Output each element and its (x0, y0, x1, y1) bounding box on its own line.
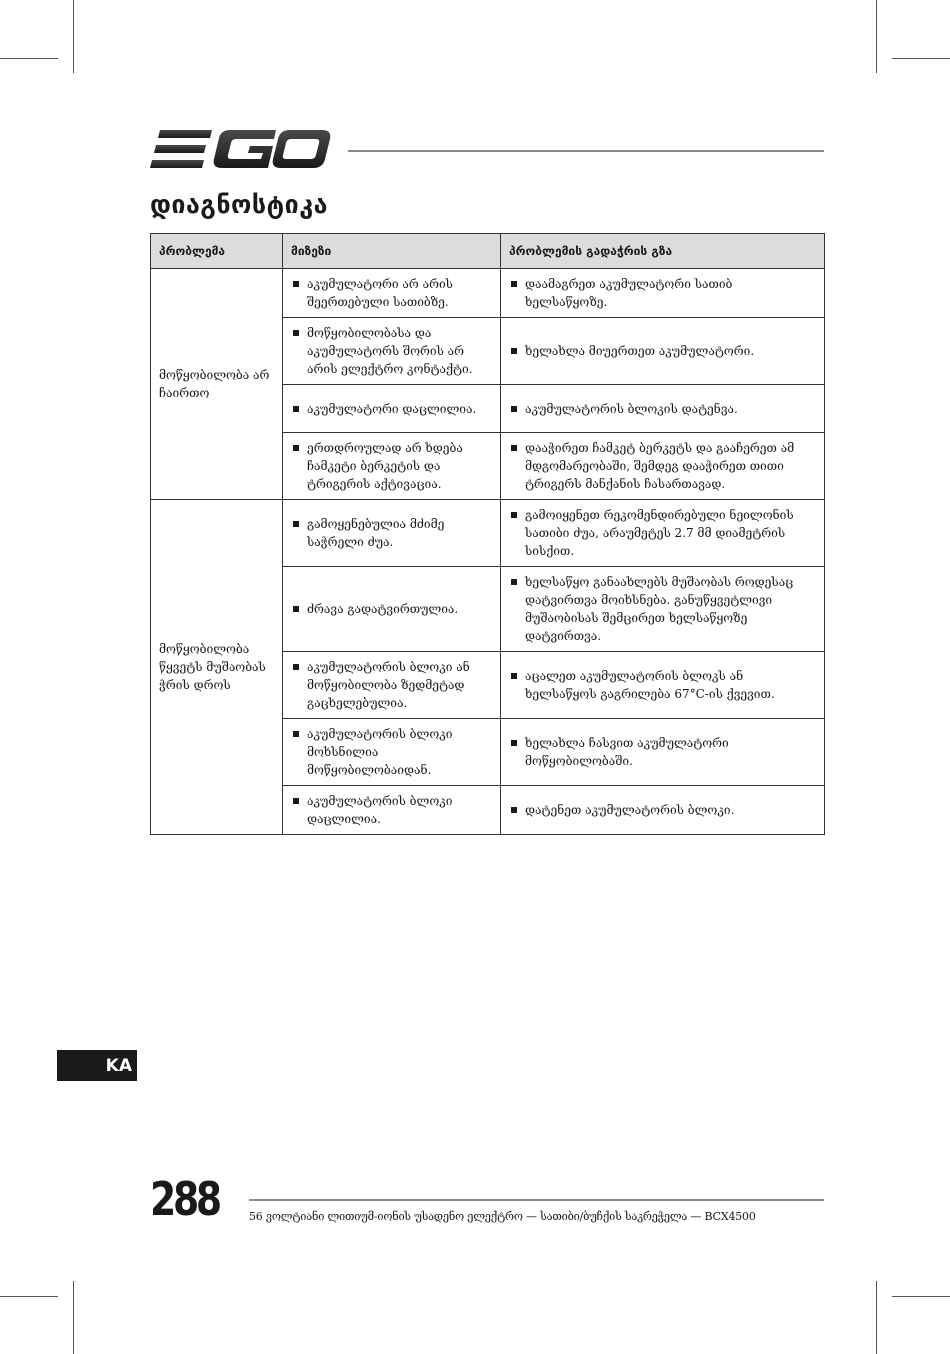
header-rule (348, 150, 824, 152)
problem-cell: მოწყობილობა არ ჩაირთო (151, 269, 283, 500)
solution-text: ხელახლა მიუერთეთ აკუმულატორი. (525, 344, 755, 358)
solution-text: აცალეთ აკუმულატორის ბლოკს ან ხელსაწყოს გაგრილება 67°C-ის ქვევით. (525, 669, 775, 701)
cause-cell (283, 567, 501, 652)
solution-cell (501, 567, 825, 652)
solution-text: ხელსაწყო განაახლებს მუშაობას როდესაც დატვირთვა მოიხსნება. განუწყვეტლივი მუშაობისას შემცირეთ ხელსაწყოზე დატვირთვა. (525, 575, 794, 643)
solution-cell (501, 385, 825, 433)
diagnostics-table (150, 233, 825, 835)
crop-mark (73, 1281, 74, 1354)
table-row (151, 269, 825, 318)
cause-cell (283, 500, 501, 567)
solution-cell (501, 433, 825, 500)
solution-cell (501, 500, 825, 567)
solution-text: დაამაგრეთ აკუმულატორი სათიბ ხელსაწყოზე. (525, 277, 733, 309)
bullet-icon (293, 798, 299, 804)
bullet-icon (293, 281, 299, 287)
cause-text: მოწყობილობასა და აკუმულატორს შორის არ არის ელექტრო კონტაქტი. (307, 326, 473, 376)
bullet-icon (511, 281, 517, 287)
problem-cell: მოწყობილობა წყვეტს მუშაობას ჭრის დროს (151, 500, 283, 835)
crop-mark (0, 58, 58, 59)
crop-mark (876, 1281, 877, 1354)
crop-mark (892, 58, 950, 59)
cause-cell (283, 652, 501, 719)
cause-text: აკუმულატორი დაცლილია. (307, 401, 477, 416)
ego-logo (150, 128, 332, 172)
header-problem: პრობლემა (151, 234, 283, 269)
page-number: 288 (150, 1172, 219, 1226)
table-row (151, 500, 825, 567)
cause-text: აკუმულატორის ბლოკი მოხსნილია მოწყობილობაიდან. (307, 727, 453, 777)
cause-cell (283, 318, 501, 385)
bullet-icon (293, 731, 299, 737)
bullet-icon (511, 445, 517, 451)
crop-mark (73, 0, 74, 73)
solution-text: დატენეთ აკუმულატორის ბლოკი. (525, 803, 735, 817)
bullet-icon (293, 521, 299, 527)
bullet-icon (293, 330, 299, 336)
table-header-row (151, 234, 825, 269)
bullet-icon (511, 512, 517, 518)
solution-text: დააჭირეთ ჩამკეტ ბერკეტს და გააჩერეთ ამ მდგომარეობაში, შემდეგ დააჭირეთ თითი ტრიგერს მანქანის ჩასართავად. (525, 441, 795, 491)
bullet-icon (293, 664, 299, 670)
bullet-icon (511, 348, 517, 354)
cause-text: აკუმულატორი არ არის შეერთებული სათიბზე. (307, 277, 453, 309)
cause-cell (283, 433, 501, 500)
bullet-icon (293, 606, 299, 612)
header-solution: პრობლემის გადაჭრის გზა (501, 234, 825, 269)
bullet-icon (511, 579, 517, 585)
cause-cell (283, 269, 501, 318)
crop-mark (892, 1296, 950, 1297)
solution-text: ხელახლა ჩასვით აკუმულატორი მოწყობილობაში. (525, 736, 729, 768)
header-cause: მიზეზი (283, 234, 501, 269)
cause-text: ძრავა გადატვირთულია. (307, 602, 459, 616)
cause-text: აკუმულატორის ბლოკი ან მოწყობილობა ზედმეტად გაცხელებულია. (307, 660, 470, 710)
footer-text: 56 ვოლტიანი ლითიუმ-იონის უსადენო ელექტრო — სათიბი/ბუჩქის საკრეჭელა — BCX4500 (249, 1210, 756, 1223)
language-tab: KA (57, 1050, 137, 1081)
solution-text: გამოიყენეთ რეკომენდირებული ნეილონის სათიბი ძუა, არაუმეტეს 2.7 მმ დიამეტრის სისქით. (525, 508, 794, 558)
cause-cell (283, 385, 501, 433)
bullet-icon (293, 406, 299, 412)
bullet-icon (511, 406, 517, 412)
solution-cell (501, 269, 825, 318)
solution-cell (501, 318, 825, 385)
page-title: დიაგნოსტიკა (150, 190, 328, 219)
footer-rule (249, 1199, 824, 1201)
cause-text: ერთდროულად არ ხდება ჩამკეტი ბერკეტის და ტრიგერის აქტივაცია. (307, 441, 463, 491)
bullet-icon (511, 673, 517, 679)
solution-cell (501, 786, 825, 835)
cause-text: აკუმულატორის ბლოკი დაცლილია. (307, 794, 453, 826)
bullet-icon (511, 807, 517, 813)
crop-mark (0, 1296, 58, 1297)
solution-text: აკუმულატორის ბლოკის დატენვა. (525, 401, 738, 416)
bullet-icon (293, 445, 299, 451)
crop-mark (876, 0, 877, 73)
cause-cell (283, 719, 501, 786)
solution-cell (501, 652, 825, 719)
cause-text: გამოყენებულია მძიმე საჭრელი ძუა. (307, 517, 445, 549)
bullet-icon (511, 740, 517, 746)
cause-cell (283, 786, 501, 835)
solution-cell (501, 719, 825, 786)
